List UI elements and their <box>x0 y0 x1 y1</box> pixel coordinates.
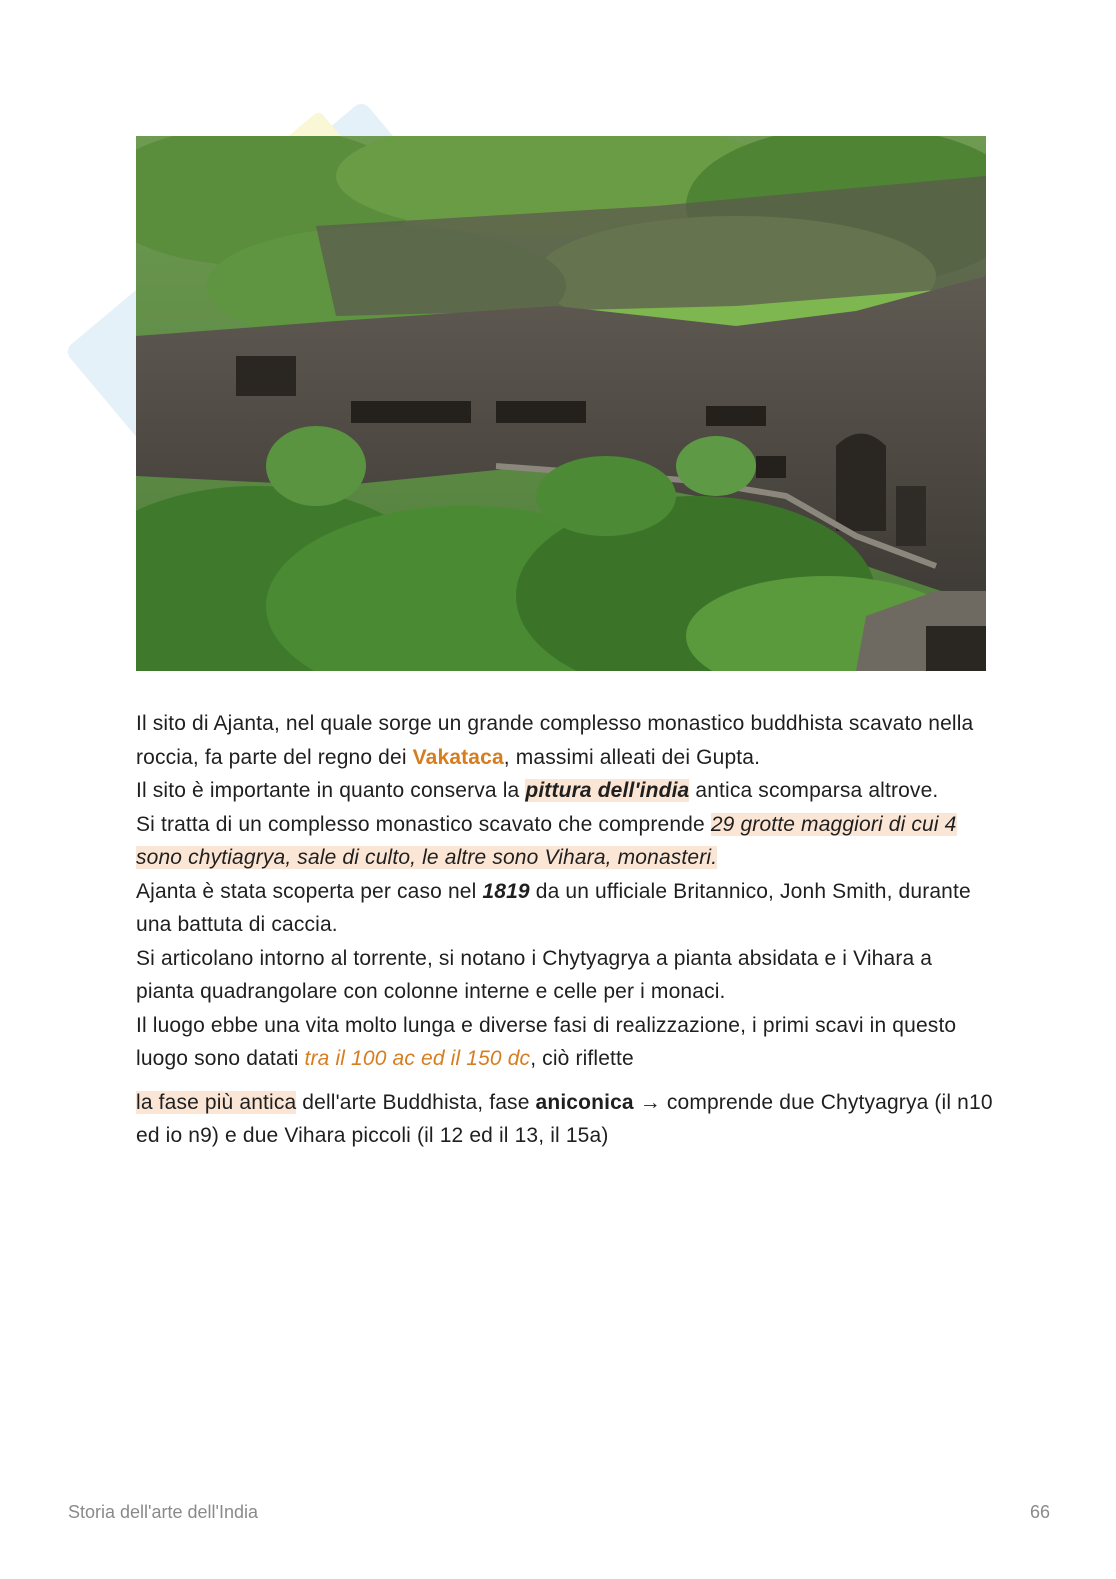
dates-range: tra il 100 ac ed il 150 dc <box>304 1047 531 1070</box>
text-run: , massimi alleati dei Gupta. <box>503 745 761 769</box>
text-run: antica scomparsa altrove. <box>689 779 939 802</box>
paragraph-importance <box>136 774 996 808</box>
term-pittura: pittura dell'india <box>525 779 690 802</box>
term-vakataca: Vakataca <box>412 745 504 769</box>
cliff-caves-photo <box>136 136 986 671</box>
paragraph-aniconic <box>136 1086 996 1153</box>
highlight-grotte: 29 grotte maggiori di cui 4 sono chytiagrya, sale di culto, le altre sono Vihara, monasteri. <box>136 812 957 869</box>
paragraph-layout: Si articolano intorno al torrente, si notano i Chytyagrya a pianta absidata e i Vihara a pianta quadrangolare con colonne interne e celle per i monaci. <box>136 946 933 1003</box>
body-text <box>136 707 996 1153</box>
year-1819: 1819 <box>482 879 530 903</box>
highlight-fase: la fase più antica <box>136 1090 297 1114</box>
text-run: da un ufficiale Britannico, Jonh Smith, durante una battuta di caccia. <box>136 879 971 936</box>
text-run: Il luogo ebbe una vita molto lunga e diverse fasi di realizzazione, i primi scavi in questo luogo sono datati <box>136 1013 957 1070</box>
paragraph-intro <box>136 707 996 774</box>
footer-title: Storia dell'arte dell'India <box>68 1502 258 1522</box>
text-run: , ciò riflette <box>530 1047 634 1070</box>
page-number: 66 <box>1030 1502 1051 1522</box>
paragraph-discovery <box>136 875 996 942</box>
text-run: Ajanta è stata scoperta per caso nel <box>136 879 483 903</box>
term-aniconica: aniconica <box>535 1090 634 1114</box>
text-run: dell'arte Buddhista, fase <box>296 1090 536 1114</box>
text-run: → comprende due Chytyagrya (il n10 ed io n9) e due Vihara piccoli (il 12 ed il 13, il 15a) <box>136 1090 993 1147</box>
text-run: Il sito è importante in quanto conserva la <box>136 779 526 802</box>
paragraph-phases <box>136 1009 996 1076</box>
paragraph-complex <box>136 808 996 875</box>
text-run: Il sito di Ajanta, nel quale sorge un grande complesso monastico buddhista scavato nella roccia, fa parte del regno dei <box>136 712 974 769</box>
text-run: Si tratta di un complesso monastico scavato che comprende <box>136 812 711 836</box>
